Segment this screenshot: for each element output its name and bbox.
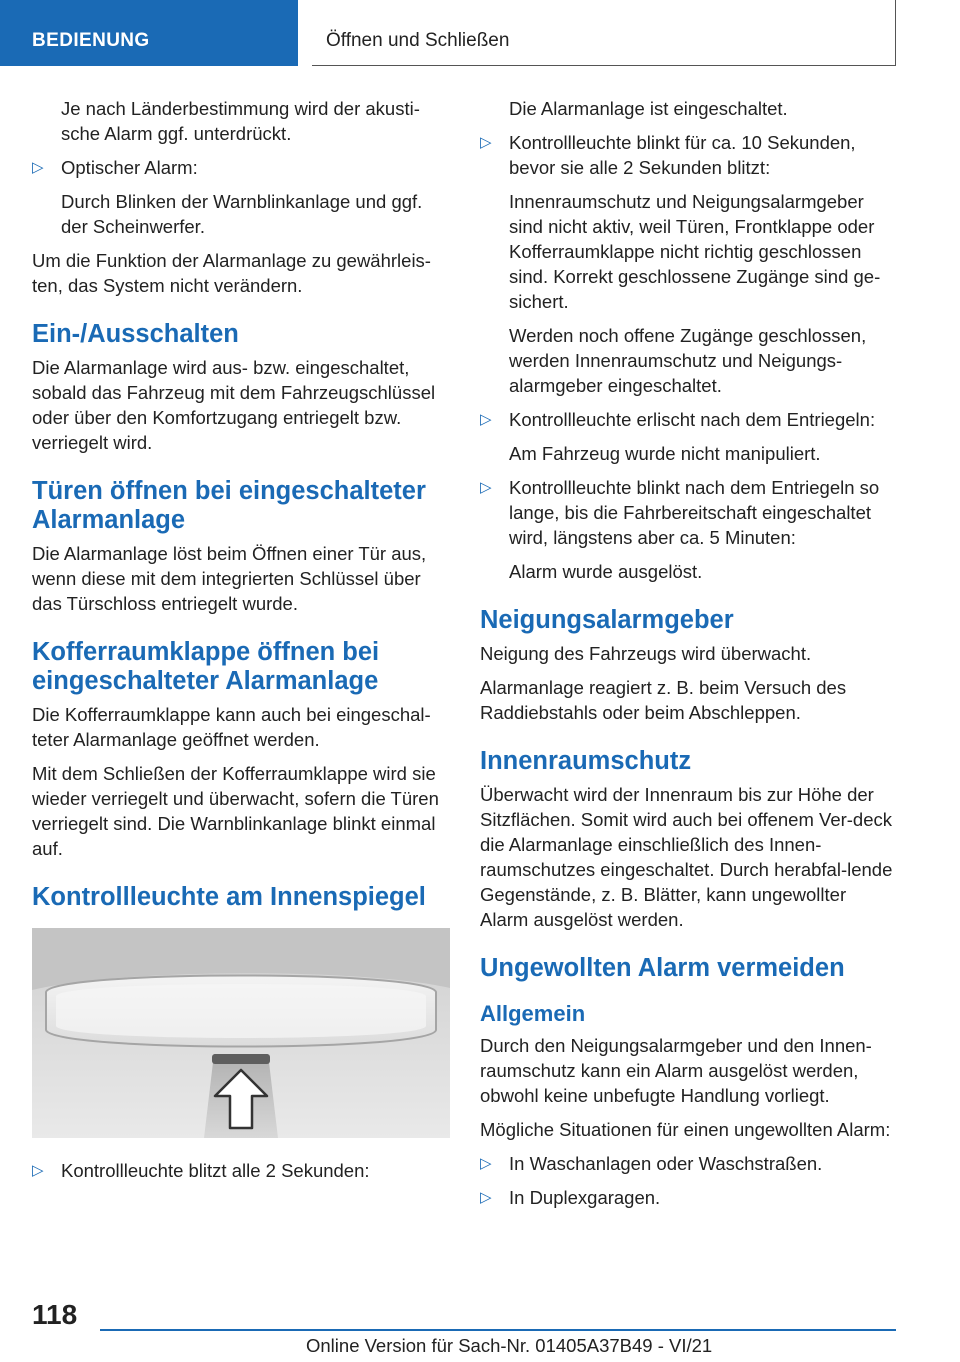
list-item bbox=[480, 130, 898, 180]
list-item-text: In Duplexgaragen. bbox=[509, 1187, 661, 1208]
paragraph: Die Kofferraumklappe kann auch bei eingeschal-teter Alarmanlage geöffnet werden. bbox=[32, 704, 431, 750]
heading-tueren-oeffnen: Türen öffnen bei eingeschalteter Alarmanlage bbox=[32, 477, 426, 534]
paragraph: Innenraumschutz und Neigungsalarmgeber sind nicht aktiv, weil Türen, Frontklappe oder Kofferraumklappe nicht richtig geschlossen sind. Korrekt geschlossene Zugänge sind ge-sichert. bbox=[509, 191, 881, 312]
paragraph: Neigung des Fahrzeugs wird überwacht. bbox=[480, 643, 812, 664]
section-label: BEDIENUNG bbox=[0, 0, 298, 66]
heading-ein-ausschalten: Ein-/Ausschalten bbox=[32, 320, 239, 348]
paragraph: Um die Funktion der Alarmanlage zu gewährleis-ten, das System nicht verändern. bbox=[32, 250, 431, 296]
list-item bbox=[480, 1151, 898, 1176]
paragraph: Mit dem Schließen der Kofferraumklappe wird sie wieder verriegelt und überwacht, sofern die Türen verriegelt sind. Die Warnblinkanlage blinkt einmal auf. bbox=[32, 763, 439, 859]
list-item bbox=[480, 475, 898, 550]
subheading-allgemein: Allgemein bbox=[480, 1001, 586, 1026]
heading-kontrollleuchte: Kontrollleuchte am Innenspiegel bbox=[32, 883, 426, 911]
online-version-note: Online Version für Sach-Nr. 01405A37B49 - VI/21 bbox=[306, 1335, 713, 1356]
triangle-bullet-icon: ▷ bbox=[480, 1189, 492, 1206]
triangle-bullet-icon: ▷ bbox=[480, 1155, 492, 1172]
mirror-illustration bbox=[32, 928, 450, 1138]
paragraph: Am Fahrzeug wurde nicht manipuliert. bbox=[509, 443, 821, 464]
triangle-bullet-icon: ▷ bbox=[480, 411, 492, 428]
right-column bbox=[480, 96, 898, 1219]
list-item-text: In Waschanlagen oder Waschstraßen. bbox=[509, 1153, 823, 1174]
paragraph: Durch Blinken der Warnblinkanlage und ggf. der Scheinwerfer. bbox=[61, 191, 423, 237]
paragraph: Alarmanlage reagiert z. B. beim Versuch des Raddiebstahls oder beim Abschleppen. bbox=[480, 677, 847, 723]
paragraph: Durch den Neigungsalarmgeber und den Innen-raumschutz kann ein Alarm ausgelöst werden, obwohl keine unbefugte Handlung vorliegt. bbox=[480, 1035, 872, 1106]
paragraph: Die Alarmanlage ist eingeschaltet. bbox=[509, 98, 788, 119]
paragraph: Alarm wurde ausgelöst. bbox=[509, 561, 703, 582]
triangle-bullet-icon: ▷ bbox=[32, 1162, 44, 1179]
list-item-text: Kontrollleuchte blitzt alle 2 Sekunden: bbox=[61, 1160, 370, 1181]
list-item-text: Optischer Alarm: bbox=[61, 157, 198, 178]
list-item bbox=[32, 1158, 450, 1183]
list-item bbox=[480, 1185, 898, 1210]
paragraph: Die Alarmanlage löst beim Öffnen einer Tür aus, wenn diese mit dem integrierten Schlüssel über das Türschloss entriegelt wurde. bbox=[32, 543, 427, 614]
list-item bbox=[32, 155, 450, 180]
heading-kofferraumklappe: Kofferraumklappe öffnen bei eingeschalteter Alarmanlage bbox=[32, 638, 380, 695]
triangle-bullet-icon: ▷ bbox=[480, 479, 492, 496]
paragraph: Werden noch offene Zugänge geschlossen, werden Innenraumschutz und Neigungs-alarmgeber eingeschaltet. bbox=[509, 325, 867, 396]
triangle-bullet-icon: ▷ bbox=[32, 159, 44, 176]
page-number: 118 bbox=[32, 1299, 78, 1330]
paragraph: Je nach Länderbestimmung wird der akusti-sche Alarm ggf. unterdrückt. bbox=[61, 98, 420, 144]
triangle-bullet-icon: ▷ bbox=[480, 134, 492, 151]
heading-innenraumschutz: Innenraumschutz bbox=[480, 747, 692, 775]
paragraph: Überwacht wird der Innenraum bis zur Höhe der Sitzflächen. Somit wird auch bei offenem Ver-deck die Alarmanlage einschließlich des Innen-raumschutzes eingeschaltet. Durch herabfal-lende Gegenstände, z. B. Blätter, kann ungewollter Alarm ausgelöst werden. bbox=[480, 784, 893, 930]
chapter-title: Öffnen und Schließen bbox=[312, 0, 896, 66]
paragraph: Mögliche Situationen für einen ungewollten Alarm: bbox=[480, 1119, 891, 1140]
left-column bbox=[32, 96, 450, 1192]
paragraph: Die Alarmanlage wird aus- bzw. eingeschaltet, sobald das Fahrzeug mit dem Fahrzeugschlüssel oder über den Komfortzugang entriegelt bzw. verriegelt wird. bbox=[32, 357, 436, 453]
list-item bbox=[480, 407, 898, 432]
heading-neigungsalarmgeber: Neigungsalarmgeber bbox=[480, 606, 734, 634]
list-item-text: Kontrollleuchte blinkt für ca. 10 Sekunden, bevor sie alle 2 Sekunden blitzt: bbox=[509, 132, 856, 178]
heading-ungewollten-alarm: Ungewollten Alarm vermeiden bbox=[480, 954, 845, 982]
page-header bbox=[0, 0, 960, 66]
footer-divider bbox=[100, 1329, 896, 1331]
list-item-text: Kontrollleuchte erlischt nach dem Entriegeln: bbox=[509, 409, 876, 430]
list-item-text: Kontrollleuchte blinkt nach dem Entriegeln so lange, bis die Fahrbereitschaft eingeschaltet wird, längstens aber ca. 5 Minuten: bbox=[509, 477, 880, 548]
